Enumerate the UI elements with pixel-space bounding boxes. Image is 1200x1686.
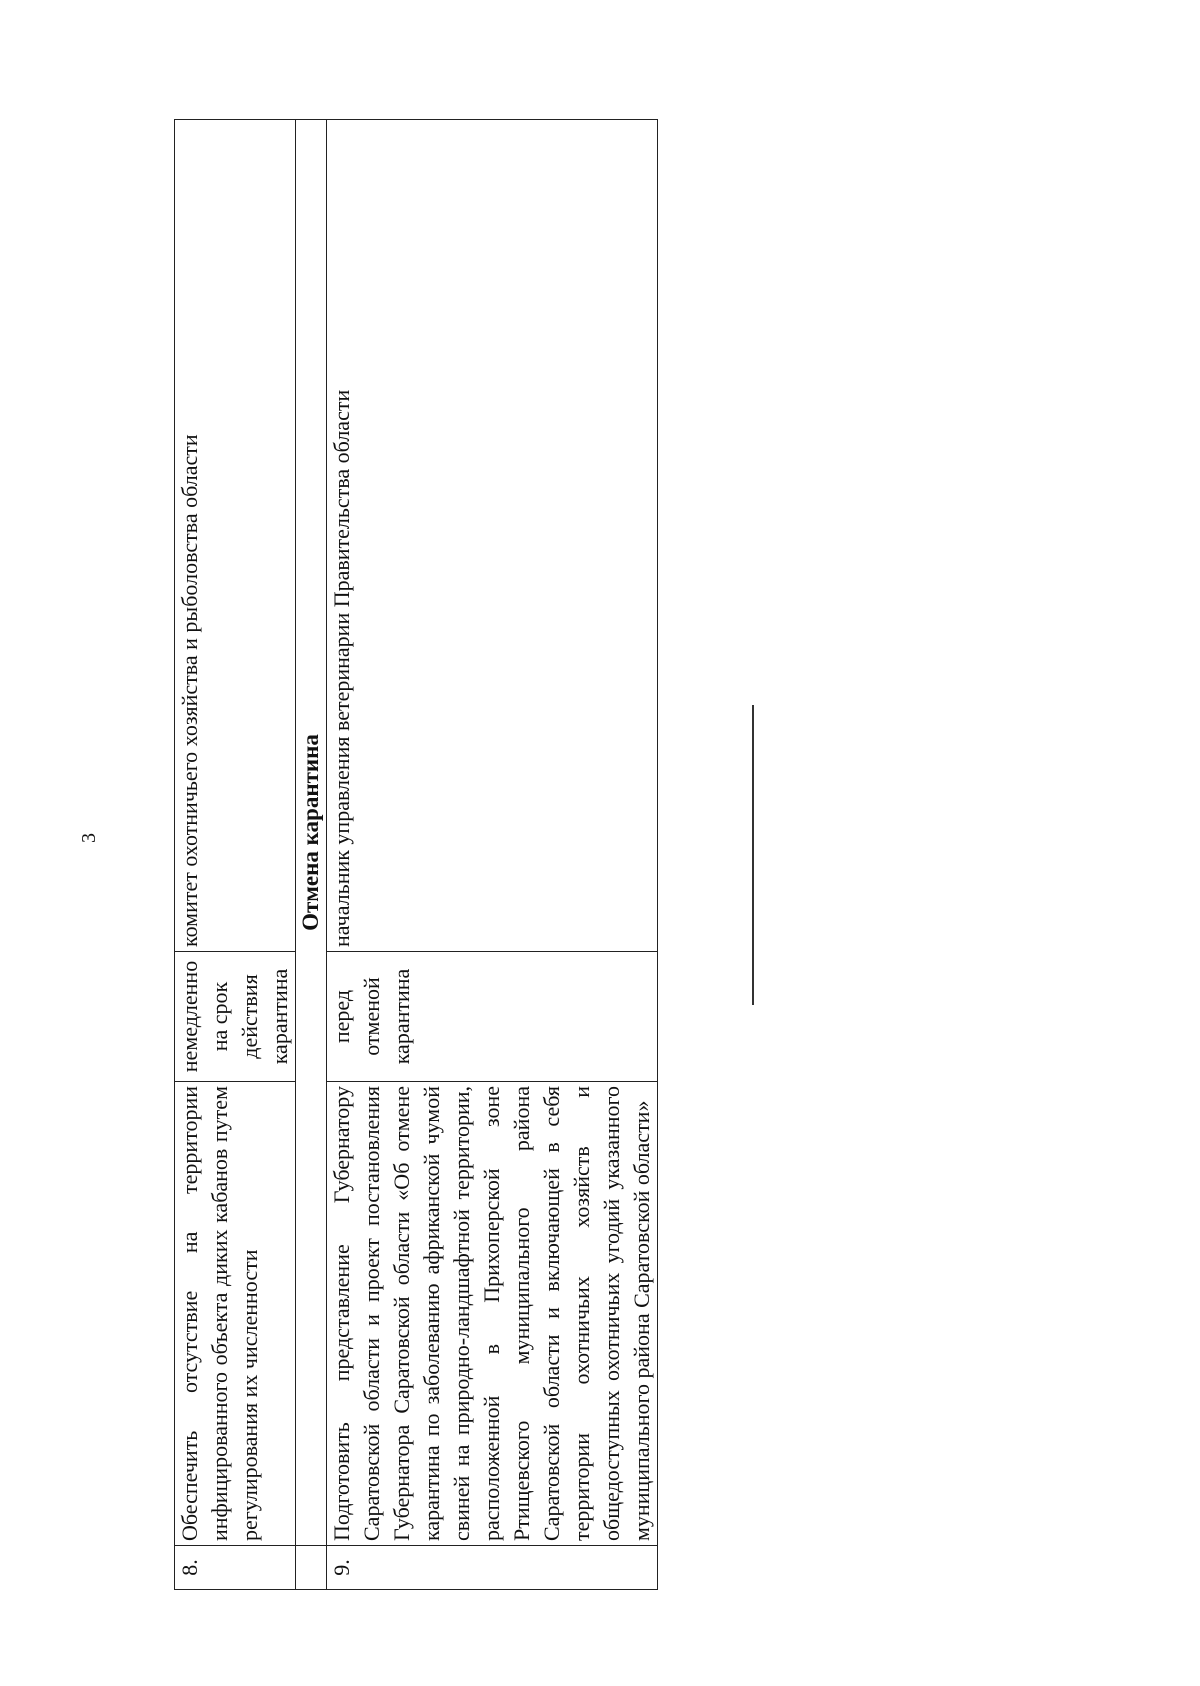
responsible-cell: комитет охотничьего хозяйства и рыболовства области xyxy=(175,120,296,952)
section-title: Отмена карантина xyxy=(296,120,327,1546)
closing-line xyxy=(752,705,754,1005)
section-number-cell xyxy=(296,1546,327,1590)
measures-table xyxy=(174,119,658,1590)
task-cell: Подготовить представление Губернатору Саратовской области и проект постановления Губернатора Саратовской области «Об отмене карантина по заболеванию африканской чумой свиней на природно-ландшафтной территории, расположенной в Прихоперской зоне Ртищевского муниципального района Саратовской области и включающей в себя территории охотничьих хозяйств и общедоступных охотничьих угодий указанного муниципального района Саратовской области» xyxy=(327,1082,658,1546)
section-header-row xyxy=(296,120,327,1590)
responsible-cell: начальник управления ветеринарии Правительства области xyxy=(327,120,658,952)
row-number: 9. xyxy=(327,1546,658,1590)
term-cell: перед отменой карантина xyxy=(327,952,658,1082)
row-number: 8. xyxy=(175,1546,296,1590)
term-cell: немедленно на срок действия карантина xyxy=(175,952,296,1082)
rotated-table-container xyxy=(174,120,654,1590)
page-number: 3 xyxy=(78,833,100,843)
table-row xyxy=(175,120,296,1590)
task-cell: Обеспечить отсутствие на территории инфицированного объекта диких кабанов путем регулирования их численности xyxy=(175,1082,296,1546)
table-row xyxy=(327,120,658,1590)
